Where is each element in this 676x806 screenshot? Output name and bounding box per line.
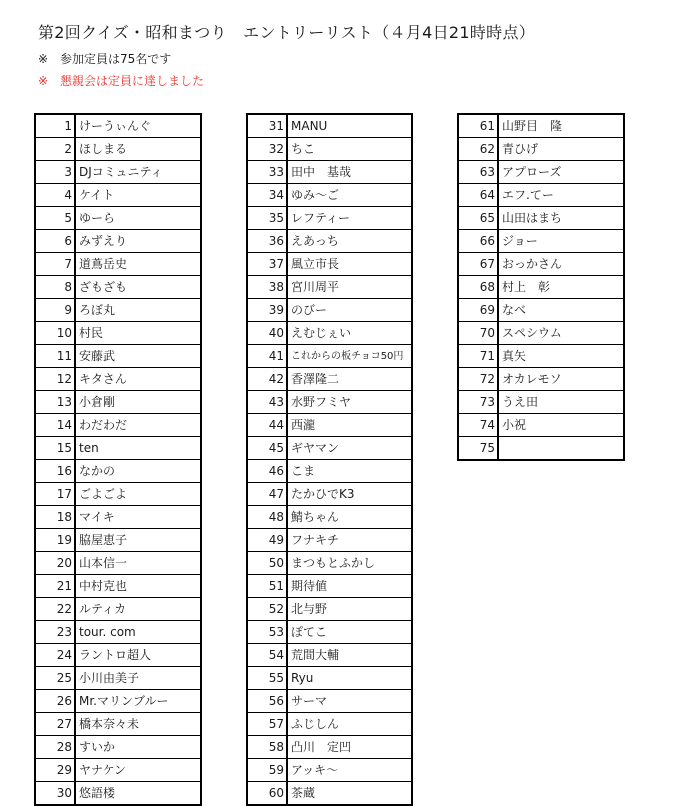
entry-name: 鯖ちゃん xyxy=(287,506,412,529)
entry-number: 31 xyxy=(247,114,287,138)
entry-number: 73 xyxy=(458,391,498,414)
party-full-note-text: 懇親会は定員に達しました xyxy=(60,74,205,88)
entry-name: けーうぃんぐ xyxy=(75,114,201,138)
entry-name xyxy=(498,437,624,461)
entry-number: 34 xyxy=(247,184,287,207)
entry-number: 42 xyxy=(247,368,287,391)
entry-name: 山田はまち xyxy=(498,207,624,230)
capacity-note xyxy=(38,50,171,67)
entry-row xyxy=(35,759,201,782)
entry-number: 38 xyxy=(247,276,287,299)
entry-row xyxy=(35,483,201,506)
entry-number: 30 xyxy=(35,782,75,806)
entry-row xyxy=(247,690,412,713)
entry-number: 10 xyxy=(35,322,75,345)
entry-name: 小倉剛 xyxy=(75,391,201,414)
entry-number: 60 xyxy=(247,782,287,806)
entry-name: ろぼ丸 xyxy=(75,299,201,322)
entry-number: 62 xyxy=(458,138,498,161)
entry-name: ちこ xyxy=(287,138,412,161)
entry-number: 5 xyxy=(35,207,75,230)
entry-name: たかひでK3 xyxy=(287,483,412,506)
entry-name: サーマ xyxy=(287,690,412,713)
entry-row xyxy=(247,345,412,368)
entry-number: 53 xyxy=(247,621,287,644)
note-mark: ※ xyxy=(38,52,49,66)
entry-row xyxy=(247,598,412,621)
entry-row xyxy=(247,644,412,667)
entry-name: 山本信一 xyxy=(75,552,201,575)
entry-number: 32 xyxy=(247,138,287,161)
entry-number: 15 xyxy=(35,437,75,460)
entry-row xyxy=(247,230,412,253)
entry-name: ゆーら xyxy=(75,207,201,230)
entry-row xyxy=(247,621,412,644)
entry-row xyxy=(247,552,412,575)
entry-row xyxy=(35,391,201,414)
entry-row xyxy=(35,460,201,483)
entry-number: 19 xyxy=(35,529,75,552)
entry-row xyxy=(35,621,201,644)
entry-name: のびー xyxy=(287,299,412,322)
entry-row xyxy=(247,322,412,345)
entry-row xyxy=(247,575,412,598)
entry-number: 37 xyxy=(247,253,287,276)
entry-number: 6 xyxy=(35,230,75,253)
entry-name: ten xyxy=(75,437,201,460)
entry-number: 35 xyxy=(247,207,287,230)
entry-number: 39 xyxy=(247,299,287,322)
entry-name: 凸川 定凹 xyxy=(287,736,412,759)
entry-number: 71 xyxy=(458,345,498,368)
entry-name: オカレモソ xyxy=(498,368,624,391)
entry-name: Mr.マリンブルー xyxy=(75,690,201,713)
entry-row xyxy=(247,138,412,161)
entry-row xyxy=(35,437,201,460)
entry-name: 茶蔵 xyxy=(287,782,412,806)
entry-table-61-75 xyxy=(457,113,625,461)
entry-number: 1 xyxy=(35,114,75,138)
entry-row xyxy=(247,276,412,299)
entry-name: 荒間大輔 xyxy=(287,644,412,667)
entry-number: 74 xyxy=(458,414,498,437)
entry-row xyxy=(247,184,412,207)
entry-row xyxy=(247,759,412,782)
entry-name: ごよごよ xyxy=(75,483,201,506)
entry-name: ゆみ～ご xyxy=(287,184,412,207)
entry-name: 田中 基哉 xyxy=(287,161,412,184)
entry-name: ルティカ xyxy=(75,598,201,621)
entry-name: 水野フミヤ xyxy=(287,391,412,414)
entry-number: 47 xyxy=(247,483,287,506)
entry-name: すいか xyxy=(75,736,201,759)
entry-name: おっかさん xyxy=(498,253,624,276)
entry-row xyxy=(247,161,412,184)
entry-number: 69 xyxy=(458,299,498,322)
entry-number: 22 xyxy=(35,598,75,621)
entry-number: 27 xyxy=(35,713,75,736)
entry-name: みずえり xyxy=(75,230,201,253)
entry-name: アッキ～ xyxy=(287,759,412,782)
entry-row xyxy=(247,253,412,276)
entry-name: えむじぇい xyxy=(287,322,412,345)
entry-number: 7 xyxy=(35,253,75,276)
entry-row xyxy=(35,207,201,230)
entry-row xyxy=(35,529,201,552)
entry-name: 橋本奈々未 xyxy=(75,713,201,736)
entry-number: 36 xyxy=(247,230,287,253)
entry-name: ヤナケン xyxy=(75,759,201,782)
entry-row xyxy=(35,782,201,806)
entry-number: 58 xyxy=(247,736,287,759)
entry-row xyxy=(35,184,201,207)
entry-number: 61 xyxy=(458,114,498,138)
entry-name: 道蔦岳史 xyxy=(75,253,201,276)
entry-number: 9 xyxy=(35,299,75,322)
entry-name: tour. com xyxy=(75,621,201,644)
entry-number: 46 xyxy=(247,460,287,483)
party-full-note xyxy=(38,72,204,89)
entry-number: 66 xyxy=(458,230,498,253)
entry-name: レフティー xyxy=(287,207,412,230)
entry-number: 11 xyxy=(35,345,75,368)
entry-row xyxy=(458,368,624,391)
entry-row xyxy=(458,230,624,253)
entry-name: なべ xyxy=(498,299,624,322)
entry-name: まつもとふかし xyxy=(287,552,412,575)
page-title: 第2回クイズ・昭和まつり エントリーリスト（４月4日21時時点） xyxy=(38,23,536,42)
entry-name: ギヤマン xyxy=(287,437,412,460)
entry-number: 14 xyxy=(35,414,75,437)
entry-name: 悠語楼 xyxy=(75,782,201,806)
entry-number: 33 xyxy=(247,161,287,184)
entry-name: ぽてこ xyxy=(287,621,412,644)
entry-row xyxy=(35,161,201,184)
entry-name: 山野目 隆 xyxy=(498,114,624,138)
entry-name: フナキチ xyxy=(287,529,412,552)
entry-row xyxy=(458,391,624,414)
entry-number: 68 xyxy=(458,276,498,299)
entry-name: わだわだ xyxy=(75,414,201,437)
entry-number: 3 xyxy=(35,161,75,184)
entry-name: 中村克也 xyxy=(75,575,201,598)
entry-row xyxy=(35,414,201,437)
note-mark: ※ xyxy=(38,74,49,88)
entry-number: 43 xyxy=(247,391,287,414)
entry-number: 49 xyxy=(247,529,287,552)
entry-row xyxy=(35,368,201,391)
entry-name: 小川由美子 xyxy=(75,667,201,690)
entry-number: 20 xyxy=(35,552,75,575)
entry-number: 70 xyxy=(458,322,498,345)
entry-number: 23 xyxy=(35,621,75,644)
entry-number: 57 xyxy=(247,713,287,736)
entry-number: 41 xyxy=(247,345,287,368)
entry-row xyxy=(35,230,201,253)
entry-number: 12 xyxy=(35,368,75,391)
entry-name: ざもざも xyxy=(75,276,201,299)
entry-row xyxy=(247,667,412,690)
entry-row xyxy=(247,391,412,414)
entry-name: 真矢 xyxy=(498,345,624,368)
entry-number: 63 xyxy=(458,161,498,184)
entry-row xyxy=(35,138,201,161)
entry-name: こま xyxy=(287,460,412,483)
entry-row xyxy=(35,552,201,575)
entry-number: 13 xyxy=(35,391,75,414)
entry-name: えあっち xyxy=(287,230,412,253)
entry-name: 安藤武 xyxy=(75,345,201,368)
entry-row xyxy=(35,713,201,736)
entry-name: 脇屋恵子 xyxy=(75,529,201,552)
entry-number: 72 xyxy=(458,368,498,391)
entry-number: 65 xyxy=(458,207,498,230)
entry-number: 55 xyxy=(247,667,287,690)
entry-name: 宮川周平 xyxy=(287,276,412,299)
entry-name: なかの xyxy=(75,460,201,483)
entry-row xyxy=(247,506,412,529)
entry-name: アプローズ xyxy=(498,161,624,184)
entry-name: 風立市長 xyxy=(287,253,412,276)
entry-row xyxy=(458,322,624,345)
entry-number: 21 xyxy=(35,575,75,598)
entry-number: 45 xyxy=(247,437,287,460)
entry-number: 2 xyxy=(35,138,75,161)
entry-name: 北与野 xyxy=(287,598,412,621)
entry-number: 24 xyxy=(35,644,75,667)
entry-row xyxy=(247,114,412,138)
entry-name: ふじしん xyxy=(287,713,412,736)
entry-row xyxy=(458,414,624,437)
entry-table-31-60 xyxy=(246,113,413,806)
entry-row xyxy=(35,322,201,345)
entry-row xyxy=(35,253,201,276)
entry-row xyxy=(458,114,624,138)
entry-number: 16 xyxy=(35,460,75,483)
entry-name: 小祝 xyxy=(498,414,624,437)
entry-number: 67 xyxy=(458,253,498,276)
entry-number: 28 xyxy=(35,736,75,759)
entry-row xyxy=(35,345,201,368)
entry-row xyxy=(247,207,412,230)
entry-row xyxy=(35,598,201,621)
entry-row xyxy=(458,184,624,207)
entry-row xyxy=(247,483,412,506)
entry-row xyxy=(458,437,624,461)
entry-name: 香澤隆二 xyxy=(287,368,412,391)
entry-row xyxy=(35,299,201,322)
entry-name: マイキ xyxy=(75,506,201,529)
entry-row xyxy=(247,368,412,391)
entry-name: 村上 彰 xyxy=(498,276,624,299)
entry-name: 西瀧 xyxy=(287,414,412,437)
entry-row xyxy=(35,644,201,667)
entry-row xyxy=(247,736,412,759)
entry-row xyxy=(35,276,201,299)
entry-name: 青ひげ xyxy=(498,138,624,161)
entry-number: 75 xyxy=(458,437,498,461)
entry-name: DJコミュニティ xyxy=(75,161,201,184)
entry-name: これからの板チョコ50円 xyxy=(287,345,412,368)
entry-number: 26 xyxy=(35,690,75,713)
entry-name: 期待値 xyxy=(287,575,412,598)
entry-number: 52 xyxy=(247,598,287,621)
entry-number: 44 xyxy=(247,414,287,437)
entry-number: 48 xyxy=(247,506,287,529)
entry-number: 17 xyxy=(35,483,75,506)
entry-row xyxy=(35,114,201,138)
entry-row xyxy=(35,690,201,713)
entry-number: 18 xyxy=(35,506,75,529)
entry-row xyxy=(247,713,412,736)
entry-name: ラントロ超人 xyxy=(75,644,201,667)
entry-row xyxy=(458,345,624,368)
entry-name: キタさん xyxy=(75,368,201,391)
entry-row xyxy=(247,437,412,460)
entry-name: 村民 xyxy=(75,322,201,345)
entry-number: 59 xyxy=(247,759,287,782)
entry-row xyxy=(247,460,412,483)
entry-row xyxy=(458,207,624,230)
entry-name: MANU xyxy=(287,114,412,138)
entry-row xyxy=(35,736,201,759)
entry-name: スペシウム xyxy=(498,322,624,345)
entry-name: ジョー xyxy=(498,230,624,253)
entry-table-1-30 xyxy=(34,113,202,806)
entry-name: ほしまる xyxy=(75,138,201,161)
entry-row xyxy=(458,161,624,184)
entry-number: 25 xyxy=(35,667,75,690)
entry-name: エフ.てー xyxy=(498,184,624,207)
entry-row xyxy=(247,529,412,552)
entry-row xyxy=(35,506,201,529)
entry-number: 4 xyxy=(35,184,75,207)
entry-name: Ryu xyxy=(287,667,412,690)
entry-row xyxy=(247,414,412,437)
entry-row xyxy=(458,253,624,276)
entry-number: 64 xyxy=(458,184,498,207)
entry-number: 29 xyxy=(35,759,75,782)
entry-row xyxy=(458,138,624,161)
entry-number: 56 xyxy=(247,690,287,713)
entry-number: 51 xyxy=(247,575,287,598)
entry-row xyxy=(247,782,412,806)
entry-number: 8 xyxy=(35,276,75,299)
capacity-note-text: 参加定員は75名です xyxy=(60,52,172,66)
entry-number: 40 xyxy=(247,322,287,345)
entry-row xyxy=(458,299,624,322)
entry-row xyxy=(35,667,201,690)
entry-row xyxy=(35,575,201,598)
entry-number: 54 xyxy=(247,644,287,667)
entry-name: うえ田 xyxy=(498,391,624,414)
entry-number: 50 xyxy=(247,552,287,575)
entry-row xyxy=(247,299,412,322)
entry-row xyxy=(458,276,624,299)
entry-name: ケイト xyxy=(75,184,201,207)
